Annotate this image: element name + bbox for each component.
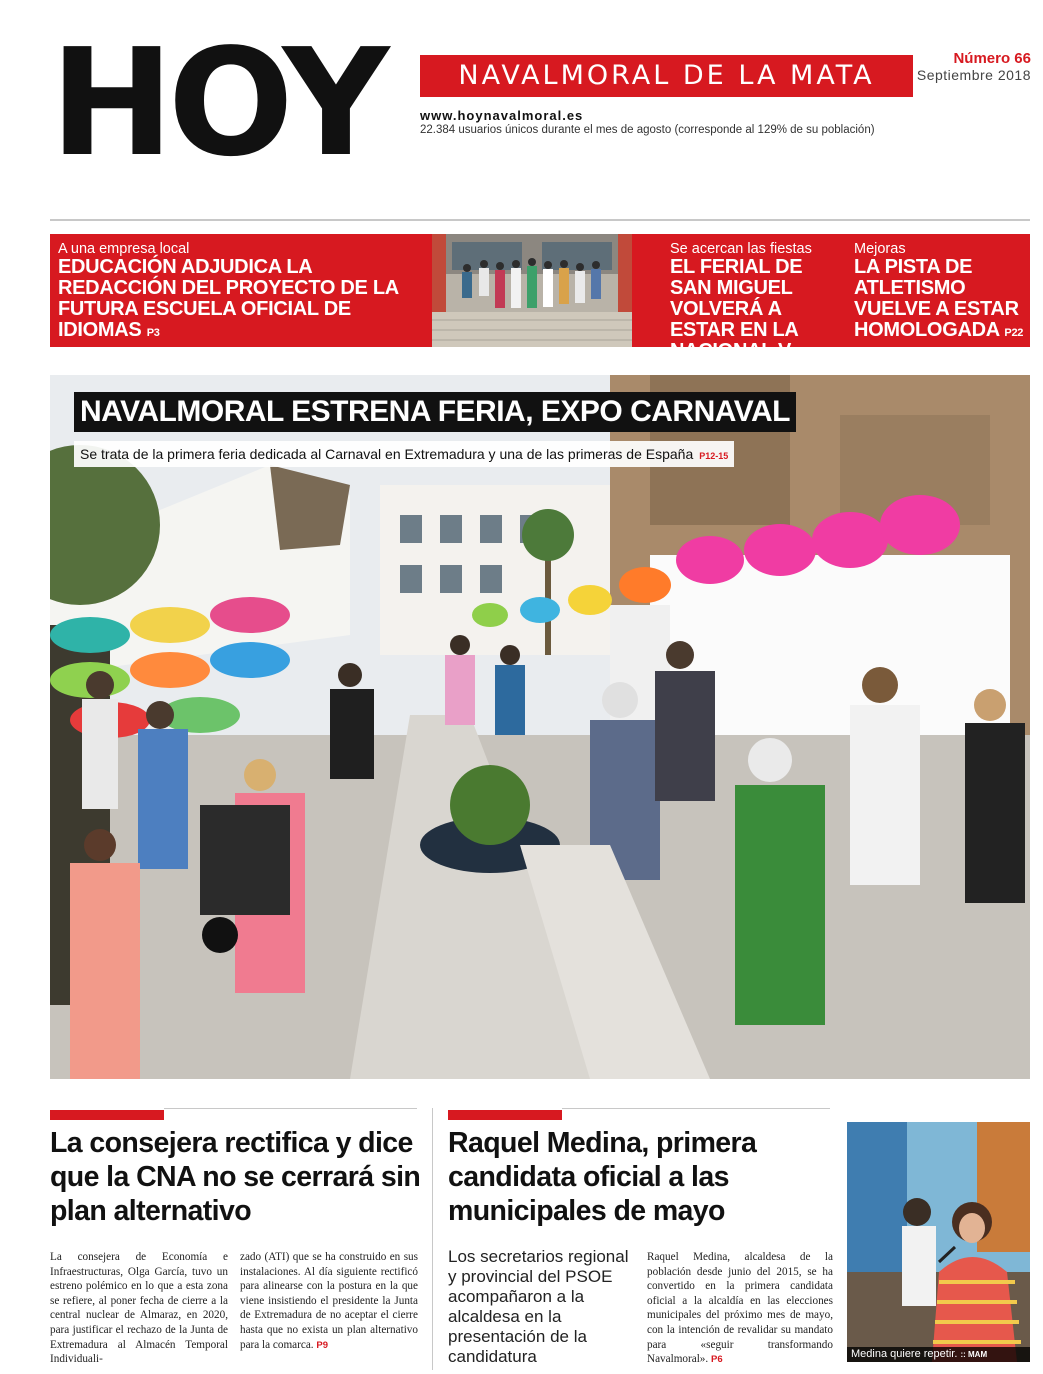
page-reference: P3: [146, 327, 160, 339]
issue-date: Septiembre 2018: [916, 67, 1031, 83]
main-story-photo: [50, 375, 1030, 1079]
story-medina-deck: Los secretarios regional y provincial del PSOE acompañaron a la alcaldesa en la presentación de la candidatura: [448, 1247, 629, 1366]
header-divider: [50, 219, 1030, 221]
page-reference: P8: [796, 348, 810, 360]
photo-credit: :: MAM: [960, 1350, 988, 1359]
page-reference: P6: [711, 1354, 723, 1366]
section-rule: [164, 1108, 417, 1109]
edition-banner: NAVALMORAL DE LA MATA: [420, 55, 913, 97]
newspaper-logo: HOY: [50, 17, 384, 189]
teaser-kicker: Mejoras: [854, 241, 906, 257]
column-divider: [432, 1108, 433, 1370]
teaser-headline: LA PISTA DE ATLETISMO VUELVE A ESTAR HOMOLOGADA P22: [854, 256, 1024, 341]
photo-caption: Medina quiere repetir. :: MAM: [847, 1347, 1030, 1362]
section-rule: [562, 1108, 830, 1109]
main-subtitle: Se trata de la primera feria dedicada al Carnaval en Extremadura y una de las primeras de España P12-15: [74, 441, 734, 467]
teaser-headline: EDUCACIÓN ADJUDICA LA REDACCIÓN DEL PROYECTO DE LA FUTURA ESCUELA OFICIAL DE IDIOMAS P3: [58, 256, 399, 341]
audience-stats: 22.384 usuarios únicos durante el mes de agosto (corresponde al 129% de su población): [420, 124, 875, 136]
story-medina-headline[interactable]: Raquel Medina, primera candidata oficial a las municipales de mayo: [448, 1127, 757, 1227]
teaser-pista-atletismo[interactable]: [854, 241, 1030, 344]
section-accent-bar: [50, 1110, 164, 1120]
teaser-escuela-idiomas[interactable]: [50, 234, 432, 347]
page-reference: P9: [316, 1339, 329, 1351]
teaser-group-photo: [432, 234, 632, 347]
story-medina-body: Raquel Medina, alcaldesa de la población desde junio del 2015, se ha convertido en la primera candidata oficial a la alcaldía en las elecciones municipales del próximo mes de mayo, con la intención de revalidar su mandato para «seguir transformando Navalmoral». P6: [647, 1251, 833, 1366]
story-cna-body-col2: zado (ATI) que se ha construido en sus instalaciones. Al día siguiente rectificó para alinearse con la postura en la que viene insistiendo el presidente la Junta de Extremadura de no aceptar el cierre hasta que no exista un plan alternativo para la comarca. P9: [240, 1251, 418, 1351]
website-link[interactable]: www.hoynavalmoral.es: [420, 108, 584, 123]
page-reference: P12-15: [699, 451, 729, 461]
main-headline[interactable]: NAVALMORAL ESTRENA FERIA, EXPO CARNAVAL: [74, 392, 796, 432]
story-cna-headline[interactable]: La consejera rectifica y dice que la CNA no se cerrará sin plan alternativo: [50, 1127, 421, 1227]
section-accent-bar: [448, 1110, 562, 1120]
issue-number: Número 66: [953, 50, 1031, 67]
medina-photo: [847, 1122, 1030, 1362]
page-reference: P22: [1004, 327, 1024, 339]
teaser-kicker: A una empresa local: [58, 241, 190, 257]
teaser-headline: EL FERIAL DE SAN MIGUEL VOLVERÁ A ESTAR EN LA NACIONAL V P8: [670, 256, 810, 362]
teaser-ferial-san-miguel[interactable]: [670, 241, 840, 365]
teaser-kicker: Se acercan las fiestas: [670, 241, 812, 257]
story-cna-body-col1: La consejera de Economía e Infraestructuras, Olga García, tuvo un estreno polémico en lo que a esta zona se refiere, al poner fecha de cierre a la central nuclear de Almaraz, en 2020, para justificar el rechazo de la Junta de Extremadura al Almacén Temporal Individuali-: [50, 1251, 228, 1366]
